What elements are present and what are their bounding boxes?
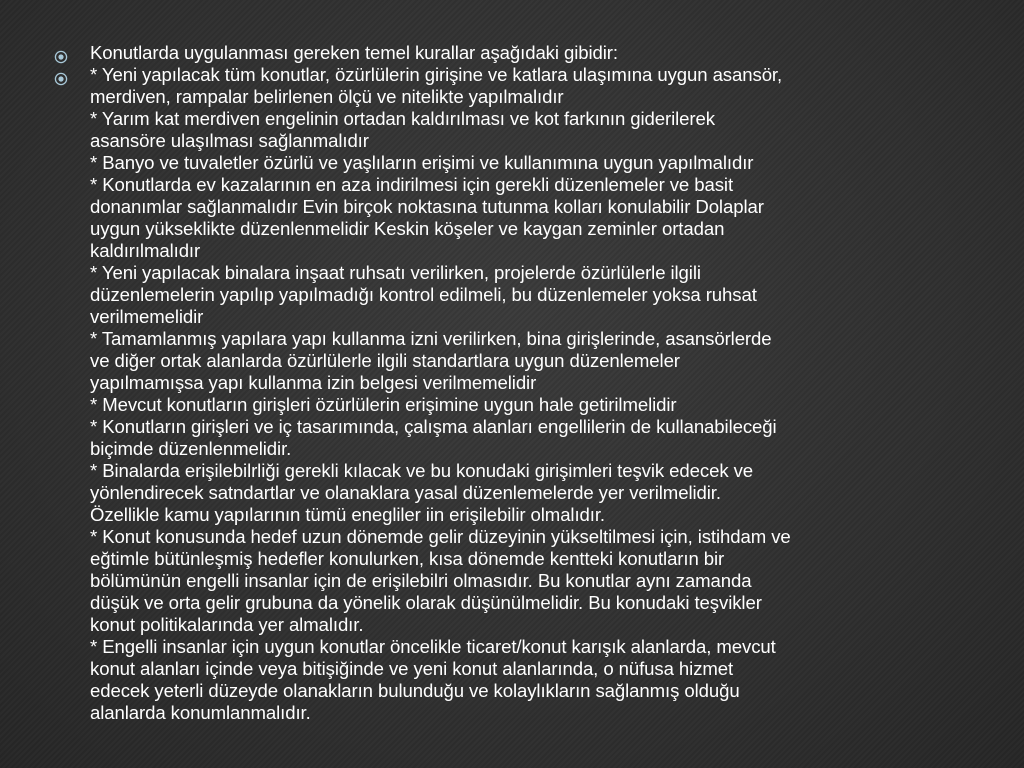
text-line: eğtimle bütünleşmiş hedefler konulurken, kısa dönemde kentteki konutların bir [90,548,725,569]
text-line: * Mevcut konutların girişleri özürlülerin erişimine uygun hale getirilmelidir [90,394,677,415]
text-line: alanlarda konumlanmalıdır. [90,702,311,723]
bullet-text [90,42,968,64]
text-line: ve diğer ortak alanlarda özürlülerle ilgili standartlara uygun düzenlemeler [90,350,680,371]
text-line: * Konutların girişleri ve iç tasarımında, çalışma alanları engellilerin de kullanabileceği [90,416,777,437]
circle-bullet-icon [54,69,68,83]
text-line: * Banyo ve tuvaletler özürlü ve yaşlıların erişimi ve kullanımına uygun yapılmalıdır [90,152,754,173]
bullet-list [48,42,968,724]
text-line: verilmemelidir [90,306,204,327]
bullet-item [48,42,968,64]
text-line: asansöre ulaşılması sağlanmalıdır [90,130,369,151]
text-line: konut politikalarında yer almalıdır. [90,614,364,635]
text-line: * Binalarda erişilebilrliği gerekli kılacak ve bu konudaki girişimleri teşvik edecek ve [90,460,754,481]
text-line: * Engelli insanlar için uygun konutlar öncelikle ticaret/konut karışık alanlarda, mevcut [90,636,776,657]
circle-bullet-icon [54,47,68,61]
text-line: biçimde düzenlenmelidir. [90,438,292,459]
text-line: * Yeni yapılacak tüm konutlar, özürlülerin girişine ve katlara ulaşımına uygun asansör, [90,64,783,85]
text-line: konut alanları içinde veya bitişiğinde ve yeni konut alanlarında, o nüfusa hizmet [90,658,734,679]
text-line: yapılmamışsa yapı kullanma izin belgesi verilmemelidir [90,372,537,393]
text-line: bölümünün engelli insanlar için de erişilebilri olmasıdır. Bu konutlar aynı zamanda [90,570,752,591]
text-line: * Konutlarda ev kazalarının en aza indirilmesi için gerekli düzenlemeler ve basit [90,174,734,195]
text-line: uygun yükseklikte düzenlenmelidir Keskin köşeler ve kaygan zeminler ortadan [90,218,725,239]
text-line: düşük ve orta gelir grubuna da yönelik olarak düşünülmelidir. Bu konudaki teşvikler [90,592,762,613]
text-line: Konutlarda uygulanması gereken temel kurallar aşağıdaki gibidir: [90,42,618,63]
text-line: * Konut konusunda hedef uzun dönemde gelir düzeyinin yükseltilmesi için, istihdam ve [90,526,791,547]
text-line: * Tamamlanmış yapılara yapı kullanma izni verilirken, bina girişlerinde, asansörlerde [90,328,772,349]
text-line: merdiven, rampalar belirlenen ölçü ve nitelikte yapılmalıdır [90,86,564,107]
text-line: edecek yeterli düzeyde olanakların bulunduğu ve kolaylıkların sağlanmış olduğu [90,680,740,701]
text-line: kaldırılmalıdır [90,240,201,261]
text-line: Özellikle kamu yapılarının tümü enegliler iin erişilebilir olmalıdır. [90,504,605,525]
text-line: düzenlemelerin yapılıp yapılmadığı kontrol edilmeli, bu düzenlemeler yoksa ruhsat [90,284,757,305]
bullet-item [48,64,968,724]
bullet-text [90,64,968,724]
text-line: yönlendirecek satndartlar ve olanaklara yasal düzenlemelerde yer verilmelidir. [90,482,721,503]
text-line: * Yeni yapılacak binalara inşaat ruhsatı verilirken, projelerde özürlülerle ilgili [90,262,701,283]
text-line: donanımlar sağlanmalıdır Evin birçok noktasına tutunma kolları konulabilir Dolaplar [90,196,764,217]
text-line: * Yarım kat merdiven engelinin ortadan kaldırılması ve kot farkının giderilerek [90,108,715,129]
